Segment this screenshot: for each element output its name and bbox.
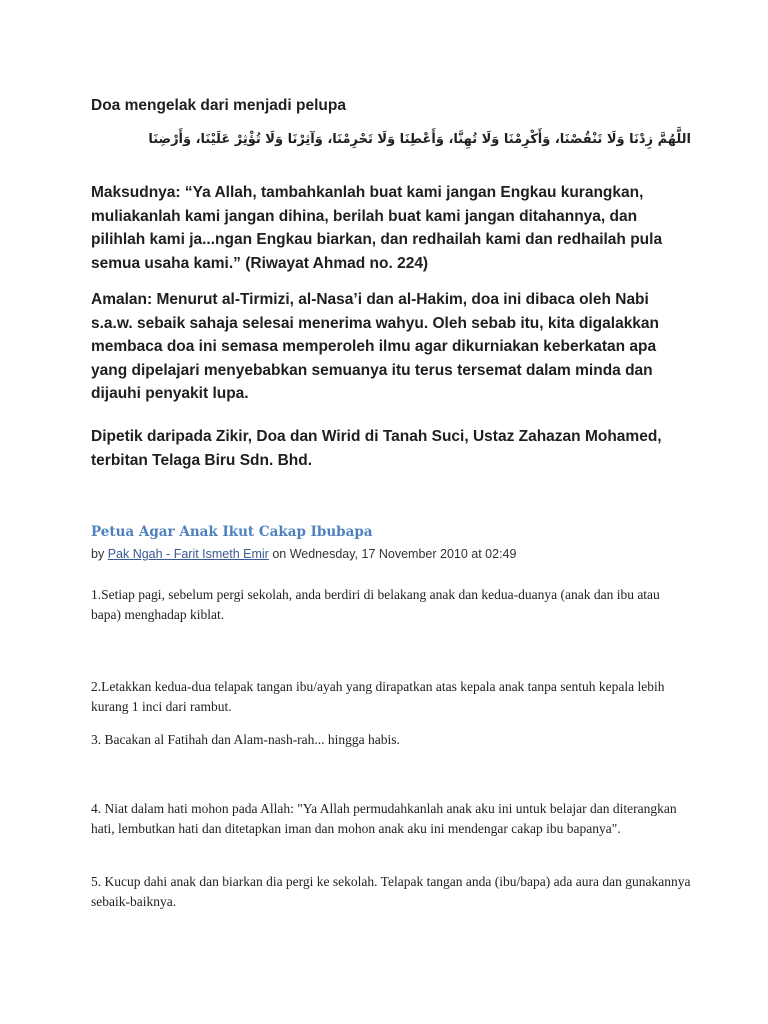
byline-date: on Wednesday, 17 November 2010 at 02:49 [268,547,517,561]
doa-source-paragraph: Dipetik daripada Zikir, Doa dan Wirid di Tanah Suci, Ustaz Zahazan Mohamed, terbitan Telaga Biru Sdn. Bhd. [91,428,662,469]
step-item: 2.Letakkan kedua-dua telapak tangan ibu/ayah yang dirapatkan atas kepala anak tanpa sentuh kepala lebih kurang 1 inci dari rambut. [91,679,665,714]
blog-byline [91,547,516,561]
step-item: 5. Kucup dahi anak dan biarkan dia pergi ke sekolah. Telapak tangan anda (ibu/bapa) ada aura dan gunakannya sebaik-baiknya. [91,874,691,909]
doa-meaning-paragraph: Maksudnya: “Ya Allah, tambahkanlah buat kami jangan Engkau kurangkan, muliakanlah kami jangan dihina, berilah buat kami jangan ditahannya, dan pilihlah kami ja...ngan Engkau biarkan, dan redhailah kami dan redhailah pula semua usaha kami.” (Riwayat Ahmad no. 224) [91,184,663,272]
step-item: 1.Setiap pagi, sebelum pergi sekolah, anda berdiri di belakang anak dan kedua-duanya (anak dan ibu atau bapa) menghadap kiblat. [91,587,660,622]
step-item: 4. Niat dalam hati mohon pada Allah: "Ya Allah permudahkanlah anak aku ini untuk belajar dan diterangkan hati, lembutkan hati dan ditetapkan iman dan mohon anak aku ini mendengar cakap ibu bapanya". [91,801,677,836]
step-item: 3. Bacakan al Fatihah dan Alam-nash-rah... hingga habis. [91,732,400,747]
arabic-doa-text: اللَّهُمَّ زِدْنَا وَلَا تَنْقُصْنَا، وَأَكْرِمْنَا وَلَا تُهِنَّا، وَأَعْطِنَا وَلَا تَحْرِمْنَا، وَآثِرْنَا وَلَا تُؤْثِرْ عَلَيْنَا، وَأَرْضِنَا [148,132,691,147]
blog-post-title: Petua Agar Anak Ikut Cakap Ibubapa [91,524,373,540]
doa-practice-paragraph: Amalan: Menurut al-Tirmizi, al-Nasa’i dan al-Hakim, doa ini dibaca oleh Nabi s.a.w. sebaik sahaja selesai menerima wahyu. Oleh sebab itu, kita digalakkan membaca doa ini semasa memperoleh ilmu agar dikurniakan keberkatan apa yang dipelajari menyebabkan semuanya itu terus tersemat dalam minda dan dijauhi penyakit lupa. [91,291,660,402]
byline-prefix: by [91,547,108,561]
author-link[interactable]: Pak Ngah - Farit Ismeth Emir [107,547,269,561]
doa-title: Doa mengelak dari menjadi pelupa [91,97,346,114]
